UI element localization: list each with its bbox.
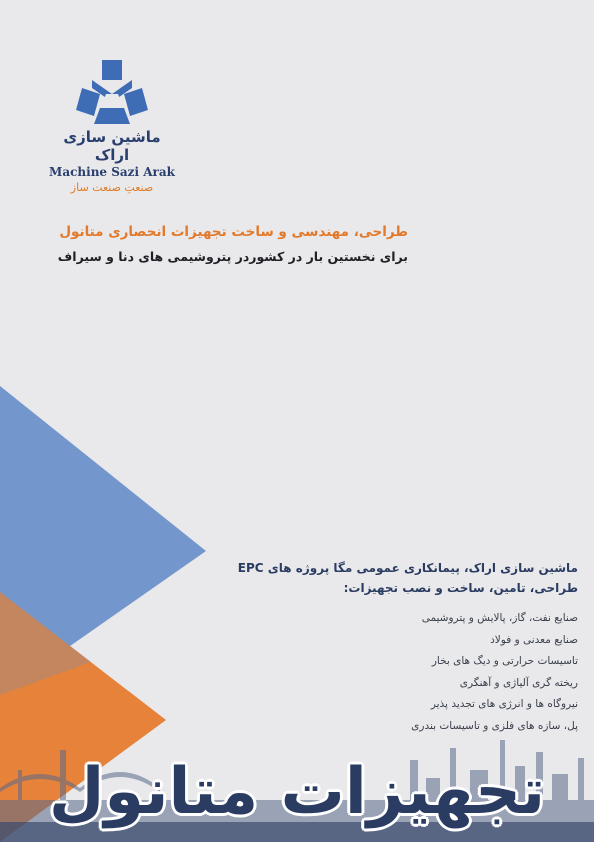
- subline: برای نخستین بار در کشوردر پتروشیمی های دنا و سیراف: [57, 249, 408, 264]
- services-list: [218, 608, 578, 737]
- list-item: تاسیسات حرارتی و دیگ های بخار: [431, 655, 578, 667]
- services-block: [218, 558, 578, 737]
- brand-tagline: صنعتِ صنعت ساز: [70, 181, 154, 194]
- list-item: نیروگاه ها و انرژی های تجدید پذیر: [430, 698, 578, 710]
- services-title-line1: ماشین سازی اراک، پیمانکاری عمومی مگا پروژه های EPC: [237, 561, 578, 575]
- list-item: صنایع نفت، گاز، پالایش و پتروشیمی: [421, 612, 578, 624]
- services-title-line2: طراحی، تامین، ساخت و نصب تجهیزات:: [343, 581, 578, 595]
- list-item: ریخته گری آلیاژی و آهنگری: [459, 676, 578, 689]
- brand-name-en: Machine Sazi Arak: [49, 165, 175, 179]
- list-item: پل، سازه های فلزی و تاسیسات بندری: [411, 719, 578, 732]
- list-item: صنایع معدنی و فولاد: [490, 633, 578, 646]
- big-title: تجهیزات متانول: [48, 755, 546, 829]
- headline: طراحی، مهندسی و ساخت تجهیزات انحصاری متانول: [59, 224, 408, 240]
- brand-name-fa: ماشین سازی اراک: [63, 128, 161, 164]
- msa-logo-icon: [72, 58, 152, 126]
- brand-logo: [46, 58, 178, 194]
